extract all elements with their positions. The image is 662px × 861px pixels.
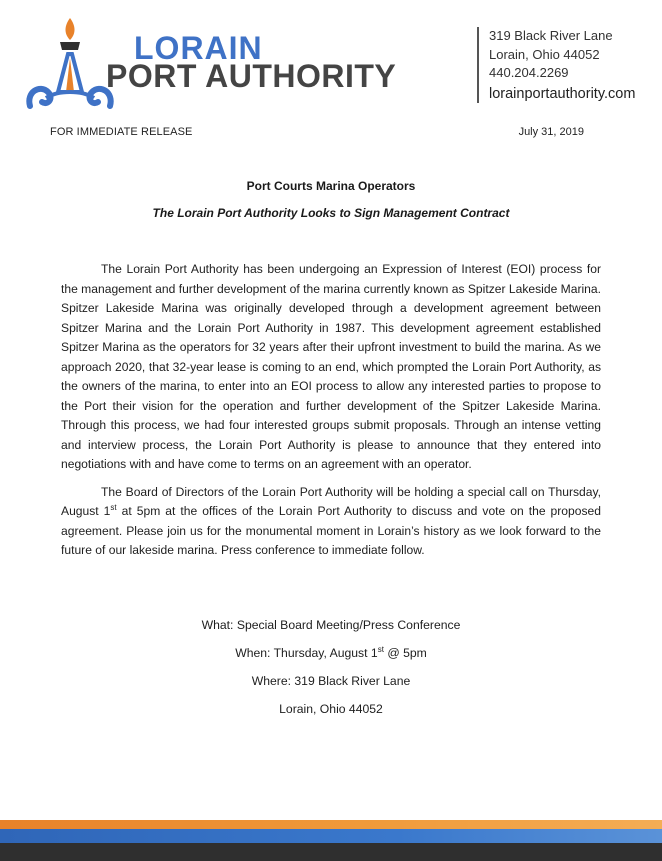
release-label: FOR IMMEDIATE RELEASE <box>50 126 193 138</box>
detail-when-ordinal: st <box>377 644 384 654</box>
body-text <box>61 260 601 569</box>
paragraph-2 <box>61 483 601 561</box>
paragraph-1: The Lorain Port Authority has been undergoing an Expression of Interest (EOI) process for the management and further development of the marina currently known as Spitzer Lakeside Marina. Spitzer Lakeside Marina was originally developed through a development agreement between Spitzer Marina and the Lorain Port Authority in 1987. This development agreement established Spitzer Marina as the operators for 32 years after their upfront investment to build the marina. As we approach 2020, that 32-year lease is coming to an end, which prompted the Lorain Port Authority, as the owners of the marina, to enter into an EOI process to allow any interested parties to propose to the Port their vision for the operation and further development of the Spitzer Lakeside Marina. Through this process, we had four interested groups submit proposals. Through an intense vetting and interview process, the Lorain Port Authority is please to announce that they entered into negotiations with and have come to terms on an agreement with an operator. <box>61 262 601 471</box>
logo <box>24 14 397 114</box>
footer-stripe-dark <box>0 843 662 861</box>
detail-when-a: When: Thursday, August 1 <box>235 646 378 660</box>
lighthouse-logo-icon <box>24 14 114 114</box>
footer-stripe-blue <box>0 829 662 843</box>
subheadline: The Lorain Port Authority Looks to Sign Management Contract <box>152 206 510 220</box>
paragraph-2-part-a: The Board of Directors of the Lorain Port Authority will be holding a special call on Thursday, August 1 <box>61 484 601 518</box>
logo-wordmark-top: LORAIN <box>134 30 263 66</box>
address-line-1: 319 Black River Lane <box>489 28 613 43</box>
contact-block <box>477 27 635 103</box>
event-details <box>0 617 662 729</box>
website-link[interactable]: lorainportauthority.com <box>489 85 636 102</box>
detail-what: What: Special Board Meeting/Press Conference <box>201 618 461 632</box>
headline: Port Courts Marina Operators <box>246 179 416 193</box>
logo-wordmark-bottom: PORT AUTHORITY <box>106 58 397 94</box>
phone-number: 440.204.2269 <box>489 65 569 80</box>
address-line-2: Lorain, Ohio 44052 <box>489 46 600 62</box>
detail-when-b: @ 5pm <box>383 646 427 660</box>
release-date: July 31, 2019 <box>518 126 584 138</box>
footer-stripe-orange <box>0 820 662 829</box>
detail-city: Lorain, Ohio 44052 <box>279 702 383 716</box>
detail-when <box>0 645 662 673</box>
detail-where: Where: 319 Black River Lane <box>251 674 411 688</box>
paragraph-2-ordinal: st <box>110 502 117 512</box>
paragraph-2-part-b: at 5pm at the offices of the Lorain Port Authority to discuss and vote on the proposed agreement. Please join us for the monumental moment in Lorain’s history as we look forward to the future of our lakeside marina. Press conference to immediate follow. <box>61 504 601 557</box>
